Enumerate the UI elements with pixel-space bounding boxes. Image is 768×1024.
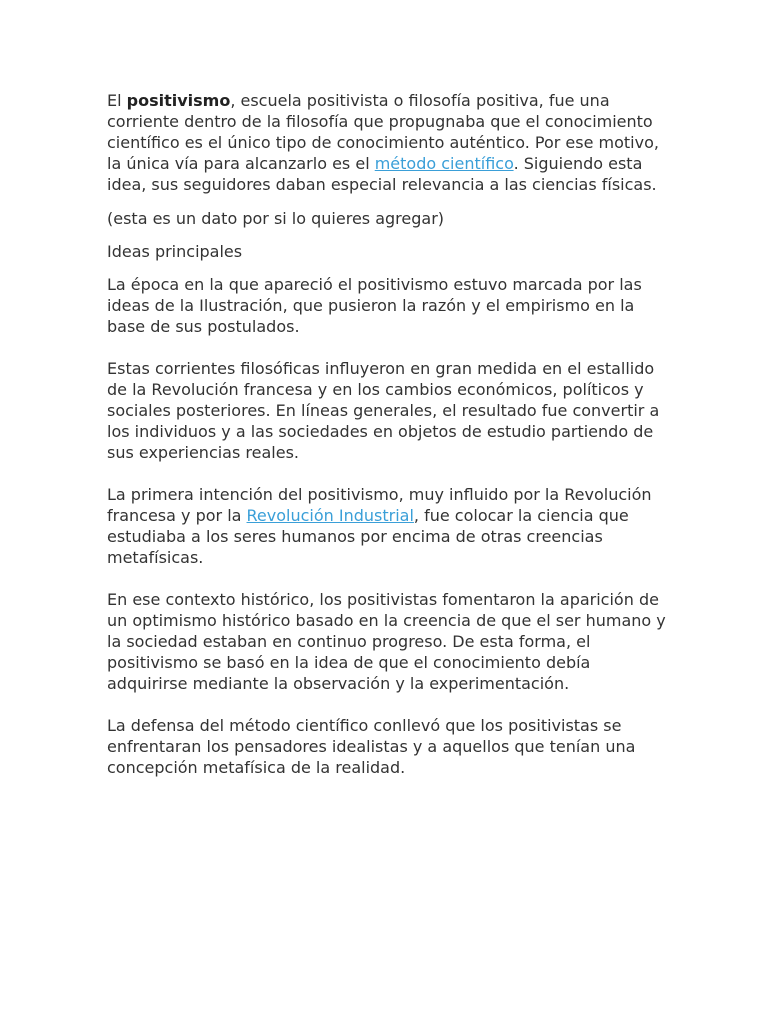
intro-text-middle: , escuela positivista o filosofía positiva, fue una corriente dentro de la filosofía que propugnaba que el conocimiento científico es el único tipo de conocimiento auténtico. Por ese motivo, la única vía para alcanzarlo es el (107, 91, 659, 173)
paragraph-primera-intencion (107, 484, 667, 568)
revolucion-industrial-link[interactable]: Revolución Industrial (246, 506, 414, 525)
paragraph-defensa-metodo: La defensa del método científico conllevó que los positivistas se enfrentaran los pensadores idealistas y a aquellos que tenían una concepción metafísica de la realidad. (107, 716, 636, 777)
metodo-cientifico-link[interactable]: método científico (374, 154, 514, 173)
paragraph3-text-end: , fue colocar la ciencia que estudiaba a los seres humanos por encima de otras creencias metafísicas. (107, 506, 629, 567)
intro-text-end: . Siguiendo esta idea, sus seguidores daban especial relevancia a las ciencias físicas. (107, 154, 657, 194)
paragraph-revolucion-francesa: Estas corrientes filosóficas influyeron en gran medida en el estallido de la Revolución francesa y en los cambios económicos, políticos y sociales posteriores. En líneas generales, el resultado fue convertir a los individuos y a las sociedades en objetos de estudio partiendo de sus experiencias reales. (107, 359, 660, 462)
paragraph-ilustracion: La época en la que apareció el positivismo estuvo marcada por las ideas de la Ilustración, que pusieron la razón y el empirismo en la base de sus postulados. (107, 275, 642, 336)
paragraph-contexto-historico: En ese contexto histórico, los positivistas fomentaron la aparición de un optimismo histórico basado en la creencia de que el ser humano y la sociedad estaban en continuo progreso. De esta forma, el positivismo se basó en la idea de que el conocimiento debía adquirirse mediante la observación y la experimentación. (107, 590, 666, 693)
positivismo-term: positivismo (126, 91, 231, 110)
paragraph3-text-start: La primera intención del positivismo, muy influido por la Revolución francesa y por la (107, 485, 652, 525)
note-paragraph: (esta es un dato por si lo quieres agregar) (107, 209, 445, 228)
intro-paragraph (107, 90, 667, 195)
intro-text-start: El (107, 91, 127, 110)
section-heading: Ideas principales (107, 242, 243, 261)
document-page (107, 90, 667, 778)
